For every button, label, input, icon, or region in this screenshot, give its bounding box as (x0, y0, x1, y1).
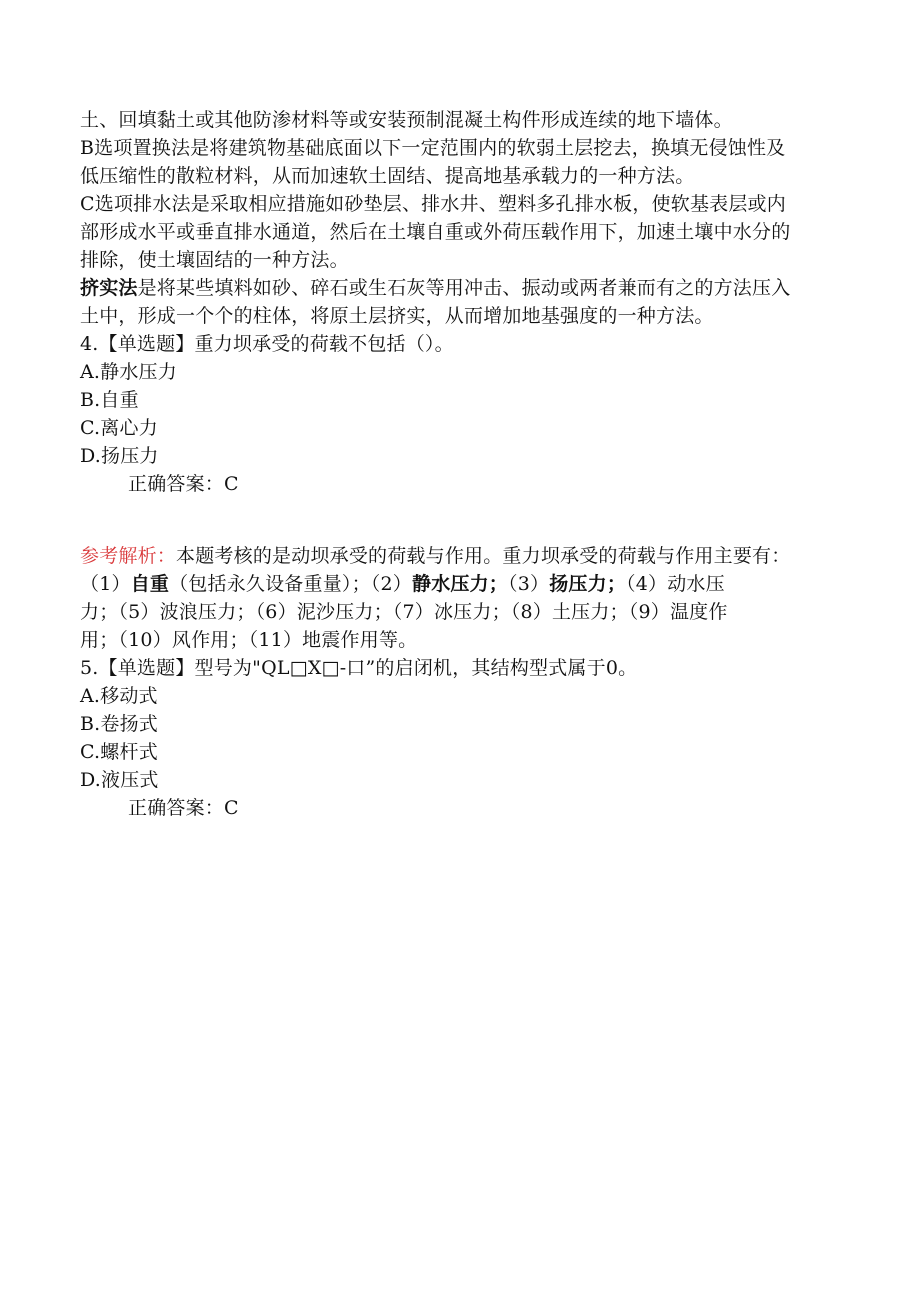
analysis-label: 参考解析： (80, 545, 177, 567)
extrusion-text: 是将某些填料如砂、碎石或生石灰等用冲击、振动或两者兼而有之的方法压入 (137, 277, 791, 299)
analysis-bold-term: 自重 (130, 573, 170, 595)
analysis-text: （1） (80, 573, 131, 595)
option-c-explanation-line-3: 排除，使土壤固结的一种方法。 (80, 249, 349, 271)
analysis-text: （包括永久设备重量）；（2） (169, 573, 412, 595)
option-b-explanation-line-2: 低压缩性的散粒材料，从而加速软土固结、提高地基承载力的一种方法。 (80, 165, 695, 187)
analysis-line-3: 力；（5）波浪压力；（6）泥沙压力；（7）冰压力；（8）土压力；（9）温度作 (80, 601, 728, 623)
analysis-line-2 (80, 570, 840, 598)
question-5-title: 5.【单选题】型号为"QL□X□-口”的启闭机，其结构型式属于0。 (80, 657, 638, 679)
question-4-option-c: C.离心力 (80, 417, 158, 439)
question-4-option-b: B.自重 (80, 389, 139, 411)
extrusion-term: 挤实法 (80, 277, 138, 299)
analysis-text: （3） (508, 573, 550, 595)
question-4-option-d: D.扬压力 (80, 445, 159, 467)
question-5-answer: 正确答案：C (128, 797, 239, 819)
analysis-bold-term: 静水压力； (412, 573, 509, 595)
document-page (80, 106, 840, 822)
analysis-line-4: 用；（10）风作用；（11）地震作用等。 (80, 629, 418, 651)
analysis-text: （4）动水压 (626, 573, 725, 595)
analysis-intro: 本题考核的是动坝承受的荷载与作用。重力坝承受的荷载与作用主要有： (176, 545, 791, 567)
question-4-title: 4.【单选题】重力坝承受的荷载不包括（）。 (80, 333, 454, 355)
spacer (80, 498, 840, 542)
question-4-option-a: A.静水压力 (80, 361, 177, 383)
question-5-option-a: A.移动式 (80, 685, 158, 707)
analysis-bold-term: 扬压力； (549, 573, 627, 595)
question-5-option-c: C.螺杆式 (80, 741, 158, 763)
question-5-option-b: B.卷扬式 (80, 713, 159, 735)
analysis-line-1 (80, 542, 840, 570)
option-c-explanation-line-1: C选项排水法是采取相应措施如砂垫层、排水井、塑料多孔排水板，使软基表层或内 (80, 193, 786, 215)
question-5-option-d: D.液压式 (80, 769, 159, 791)
extrusion-explanation-line-1 (80, 274, 840, 302)
extrusion-explanation-line-2: 土中，形成一个个的柱体，将原土层挤实，从而增加地基强度的一种方法。 (80, 305, 714, 327)
question-4-answer: 正确答案：C (128, 473, 239, 495)
option-c-explanation-line-2: 部形成水平或垂直排水通道，然后在土壤自重或外荷压载作用下，加速土壤中水分的 (80, 221, 791, 243)
option-b-explanation-line-1: B选项置换法是将建筑物基础底面以下一定范围内的软弱土层挖去，换填无侵蚀性及 (80, 137, 786, 159)
continuation-line-1: 土、回填黏土或其他防渗材料等或安装预制混凝土构件形成连续的地下墙体。 (80, 109, 733, 131)
